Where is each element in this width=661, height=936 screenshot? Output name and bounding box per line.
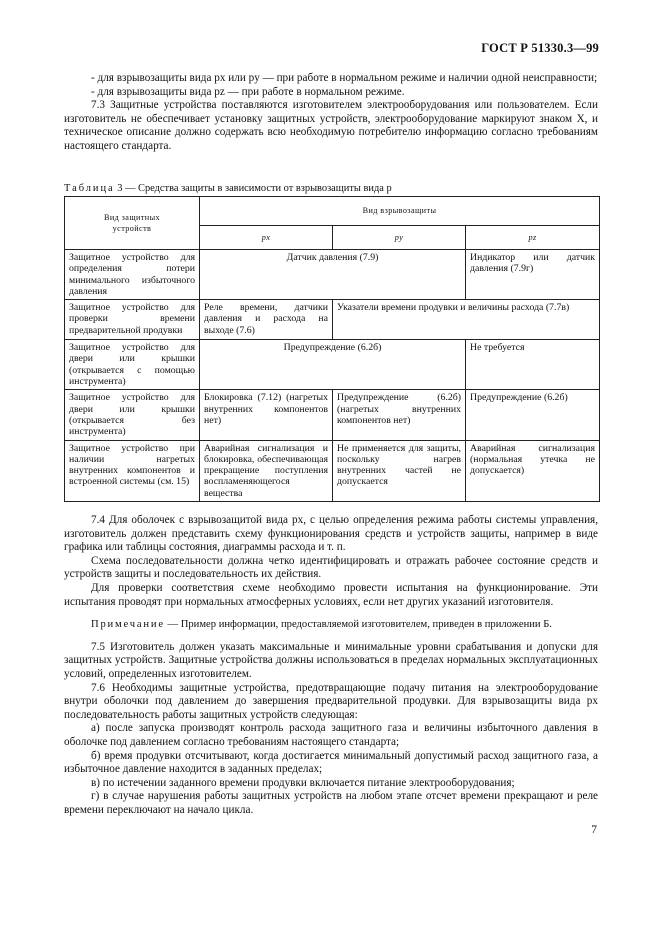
table-caption-label: Таблица [64, 183, 115, 194]
top-text-block [64, 72, 598, 154]
list-item-a: а) после запуска производят контроль расхода защитного газа и величины избыточного давления в оболочке под давлением согласно требованиям настоящего стандарта; [64, 722, 598, 748]
page-number: 7 [591, 824, 597, 836]
table-row [65, 390, 600, 440]
subheader-py: py [333, 226, 466, 250]
cell-py-pz: Указатели времени продувки и величины расхода (7.7в) [333, 300, 600, 340]
bottom-text-block [64, 514, 598, 817]
cell-pz: Индикатор или датчик давления (7.9г) [466, 250, 600, 300]
paragraph-7-3: 7.3 Защитные устройства поставляются изготовителем электрооборудования или пользователем. Если изготовитель не обеспечивает установку защитных устройств, электрооборудование маркируют знаком X, и техническое описание должно содержать всю необходимую потребителю информацию согласно требованиям настоящего стандарта. [64, 99, 598, 152]
note [64, 618, 598, 632]
cell-py: Не применяется для защиты, поскольку нагрев внутренних частей не допускается [333, 440, 466, 501]
subheader-px: px [200, 226, 333, 250]
page-header-standard: ГОСТ Р 51330.3—99 [481, 41, 599, 55]
cell-device: Защитное устройство для определения потери минимального избыточного давления [65, 250, 200, 300]
list-item-v: в) по истечении заданного времени продувки включается питание электрооборудования; [91, 776, 515, 789]
header-protection-type: Вид взрывозащиты [200, 197, 600, 226]
subheader-pz: pz [466, 226, 600, 250]
table-row [65, 300, 600, 340]
table-row [65, 250, 600, 300]
paragraph-7-4: 7.4 Для оболочек с взрывозащитой вида px, с целью определения режима работы системы управления, изготовитель должен представить схему функционирования средств и устройств защиты, например в виде графика или таблицы состояния, диаграммы расхода и т. п. [64, 514, 598, 554]
cell-px: Аварийная сигнализация и блокировка, обеспечивающая прекращение поступления воспламеняющегося вещества [200, 440, 333, 501]
table-caption-text: 3 — Средства защиты в зависимости от взрывозащиты вида p [117, 183, 392, 194]
cell-device: Защитное устройство для двери или крышки (открывается без инструмента) [65, 390, 200, 440]
cell-px: Блокировка (7.12) (нагретых внутренних компонентов нет) [200, 390, 333, 440]
note-text: — Пример информации, предоставляемой изготовителем, приведен в приложении Б. [164, 619, 552, 631]
paragraph-px-py: - для взрывозащиты вида px или py — при работе в нормальном режиме и наличии одной неисправности; [91, 72, 598, 84]
paragraph-sequence: Схема последовательности должна четко идентифицировать и отражать рабочее состояние средств и устройств защиты и последовательность их действия. [64, 554, 598, 581]
table-caption [64, 183, 392, 194]
paragraph-7-5: 7.5 Изготовитель должен указать максимальные и минимальные уровни срабатывания и допуски для защитных устройств. Защитные устройства должны использоваться в пределах нормальных эксплуатационных условий, определенных изготовителем. [64, 640, 598, 680]
cell-device: Защитное устройство при наличии нагретых внутренних компонентов и встроенной системы (см. 15) [65, 440, 200, 501]
cell-px-py: Предупреждение (6.2б) [200, 340, 466, 390]
cell-device: Защитное устройство для двери или крышки (открывается с помощью инструмента) [65, 340, 200, 390]
cell-py: Предупреждение (6.2б) (нагретых внутренних компонентов нет) [333, 390, 466, 440]
cell-device: Защитное устройство для проверки времени предварительной продувки [65, 300, 200, 340]
list-item-g: г) в случае нарушения работы защитных устройств на любом этапе отсчет времени прекращают и реле времени переключают на начало цикла. [64, 790, 598, 816]
paragraph-testing: Для проверки соответствия схеме необходимо провести испытания на функционирование. Эти испытания проводят при нормальных атмосферных условиях, если нет других указаний изготовителя. [64, 581, 598, 608]
table-row [65, 340, 600, 390]
cell-pz: Не требуется [466, 340, 600, 390]
paragraph-7-6: 7.6 Необходимы защитные устройства, предотвращающие подачу питания на электрооборудование внутри оболочки под давлением до завершения предварительной продувки. Для взрывозащиты вида px последовательность работы защитных устройств следующая: [64, 681, 598, 721]
cell-px-py: Датчик давления (7.9) [200, 250, 466, 300]
note-label: Примечание [91, 619, 165, 631]
cell-pz: Предупреждение (6.2б) [466, 390, 600, 440]
paragraph-pz: - для взрывозащиты вида pz — при работе в нормальном режиме. [91, 85, 405, 98]
table-row [65, 440, 600, 501]
cell-px: Реле времени, датчики давления и расхода на выходе (7.6) [200, 300, 333, 340]
list-item-b: б) время продувки отсчитывают, когда достигается минимальный допустимый расход защитного газа, а избыточное давление находится в заданных пределах; [64, 749, 598, 776]
header-device-type: Вид защитных устройств [65, 197, 200, 250]
protection-table [64, 196, 600, 502]
cell-pz: Аварийная сигнализация (нормальная утечка не допускается) [466, 440, 600, 501]
